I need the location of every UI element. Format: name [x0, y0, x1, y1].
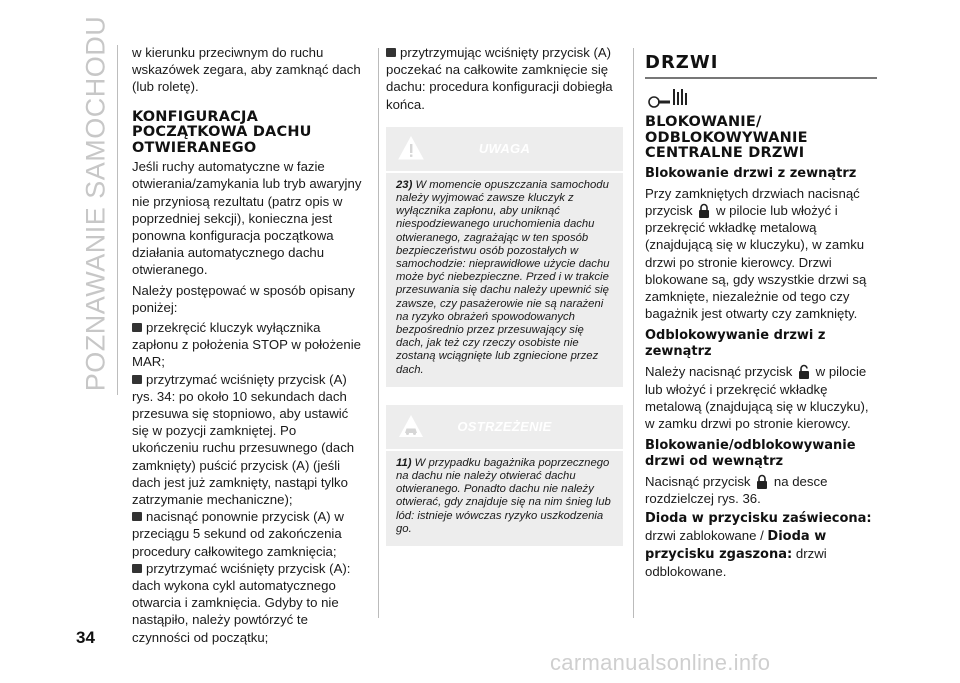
- section-side-title: POZNAWANIE SAMOCHODU: [80, 15, 111, 391]
- page-number: 34: [76, 628, 95, 647]
- paragraph: drzwi zablokowane / Dioda w przycisku zgaszona: drzwi odblokowane.: [645, 527, 827, 579]
- paragraph: Należy nacisnąć przycisk w pilocie lub włożyć i przekręcić wkładkę metalową (znajdującą się w kluczyku), w zamku drzwi po stronie kierowcy.: [645, 364, 869, 431]
- caution-box: [386, 405, 623, 546]
- warning-triangle-icon: [398, 135, 424, 161]
- list-item: przekręcić kluczyk wyłącznika zapłonu z położenia STOP w położenie MAR;: [132, 319, 361, 370]
- paragraph: Nacisnąć przycisk na desce rozdzielczej rys. 36.: [645, 474, 828, 507]
- list-item: nacisnąć ponownie przycisk (A) w przeciągu 5 sekund od zakończenia procedury całkowitego zamknięcia;: [132, 509, 344, 559]
- intro-text: w kierunku przeciwnym do ruchu wskazówek zegara, aby zamknąć dach (lub roletę).: [132, 45, 361, 95]
- list-item: przytrzymać wciśnięty przycisk (A) rys. 34: po około 10 sekundach dach przesuwa się stopniowo, aby ustawić się w pozycji zamkniętej. Po ukończeniu ruchu przesuwnego (dach zamknięty) puścić przycisk (A) (jeśli dach jest już zamknięty, nastąpi tylko zatrzymanie mechaniczne);: [132, 371, 355, 507]
- watermark: carmanualsonline.info: [550, 650, 771, 675]
- column-1: [132, 44, 366, 646]
- bullet-icon: [132, 375, 142, 384]
- subheading: Dioda w przycisku zaświecona:: [645, 510, 872, 526]
- section-heading: KONFIGURACJA POCZĄTKOWA DACHU OTWIERANEGO: [132, 108, 312, 156]
- caution-label: OSTRZEŻENIE: [457, 419, 552, 435]
- caution-text: 11) W przypadku bagażnika poprzecznego na dachu nie należy otwierać dachu otwieranego. Ponadto dachu nie należy otwierać, gdy znajduje się na nim śnieg lub lód: istnieje wówczas ryzyko uszkodzenia go.: [396, 456, 611, 535]
- lock-icon: [698, 203, 710, 218]
- bullet-icon: [386, 48, 396, 57]
- unlock-icon: [798, 364, 810, 379]
- bullet-icon: [132, 512, 142, 521]
- subheading: Odblokowywanie drzwi z zewnątrz: [645, 328, 826, 360]
- title-rule: [645, 77, 877, 79]
- subheading: Blokowanie/odblokowywanie drzwi od wewnątrz: [645, 438, 856, 470]
- section-heading: BLOKOWANIE/ ODBLOKOWYWANIE CENTRALNE DRZWI: [645, 114, 808, 162]
- warning-text: 23) W momencie opuszczania samochodu należy wyjmować zawsze kluczyk z wyłącznika zapłonu, aby uniknąć niespodziewanego uruchomienia dachu otwieranego, zagrażając w ten sposób bezpieczeństwu osób pozostałych w samochodzie: nieprawidłowe użycie dachu może być niebezpieczne. Przed i w trakcie przesuwania się dachu należy upewnić się zawsze, czy pasażerowie nie są narażeni na ryzyko obrażeń spowodowanych bezpośrednio przez przesuwający się dach, jak też czy rzeczy osobiste nie zostaną wciągnięte lub zgniecione przez dach.: [396, 178, 610, 376]
- column-2: [386, 44, 623, 546]
- paragraph: Należy postępować w sposób opisany poniżej:: [132, 282, 355, 315]
- paragraph: Przy zamkniętych drzwiach nacisnąć przycisk w pilocie lub włożyć i przekręcić wkładkę metalową (znajdującą się w kluczyku), w zamku drzwi po stronie kierowcy. Drzwi blokowane są, gdy wszystkie drzwi są zamknięte, niezależnie od tego czy bagażnik jest otwarty czy zamknięty.: [645, 185, 867, 322]
- key-remote-icon: [647, 87, 689, 109]
- lock-icon: [756, 474, 768, 489]
- chapter-title: DRZWI: [645, 52, 719, 73]
- column-divider: [378, 48, 379, 618]
- warning-box: [386, 127, 623, 387]
- bullet-icon: [132, 323, 142, 332]
- column-3: [645, 54, 877, 580]
- list-item: przytrzymując wciśnięty przycisk (A) poczekać na całkowite zamknięcie się dachu: procedura konfiguracji dobiegła końca.: [386, 45, 613, 112]
- warning-label: UWAGA: [478, 141, 531, 157]
- paragraph: Jeśli ruchy automatyczne w fazie otwierania/zamykania lub tryb awaryjny nie przyniosą rezultatu (patrz opis w poprzedniej sekcji), konieczna jest ponowna konfiguracja początkowa działania automatycznego dachu otwieranego.: [132, 159, 362, 278]
- subheading: Blokowanie drzwi z zewnątrz: [645, 165, 857, 181]
- bullet-icon: [132, 564, 142, 573]
- list-item: przytrzymać wciśnięty przycisk (A): dach wykona cykl automatycznego otwarcia i zamknięcia. Gdyby to nie nastąpiło, należy powtórzyć te czynności od początku;: [132, 560, 351, 645]
- column-divider: [633, 48, 634, 618]
- car-caution-icon: [398, 413, 424, 439]
- side-divider: [117, 45, 118, 395]
